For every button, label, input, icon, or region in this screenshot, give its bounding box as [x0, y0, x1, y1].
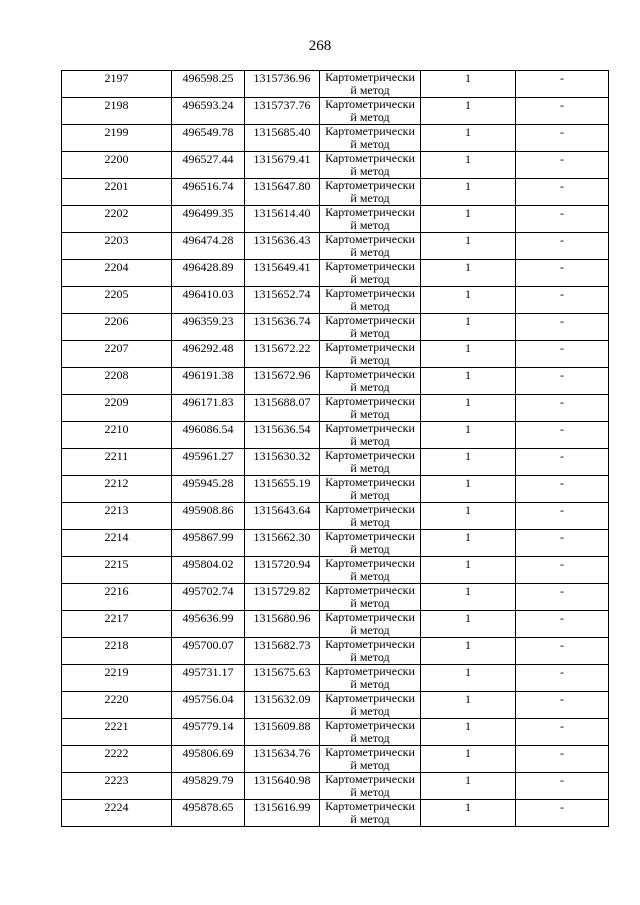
- method-line-1: Картометрически: [325, 205, 415, 219]
- x-coordinate-cell: 496593.24: [172, 98, 245, 125]
- x-coordinate-cell: 496549.78: [172, 125, 245, 152]
- note-cell: -: [516, 98, 609, 125]
- method-cell: [320, 422, 421, 449]
- note-cell: -: [516, 692, 609, 719]
- method-line-2: й метод: [350, 379, 390, 394]
- method-cell: [320, 314, 421, 341]
- x-coordinate-cell: 496527.44: [172, 152, 245, 179]
- table-row: [62, 638, 609, 665]
- x-coordinate-cell: 495804.02: [172, 557, 245, 584]
- y-coordinate-cell: 1315662.30: [245, 530, 320, 557]
- accuracy-cell: 1: [421, 341, 516, 368]
- point-number-cell: 2217: [62, 611, 172, 638]
- point-number-cell: 2198: [62, 98, 172, 125]
- method-line-2: й метод: [350, 244, 390, 259]
- method-line-1: Картометрически: [325, 232, 415, 246]
- method-cell: [320, 611, 421, 638]
- table-row: [62, 287, 609, 314]
- method-line-1: Картометрически: [325, 529, 415, 543]
- point-number-cell: 2211: [62, 449, 172, 476]
- method-cell: [320, 773, 421, 800]
- method-line-1: Картометрически: [325, 745, 415, 759]
- x-coordinate-cell: 496171.83: [172, 395, 245, 422]
- x-coordinate-cell: 496410.03: [172, 287, 245, 314]
- page-number: 268: [308, 38, 332, 54]
- method-line-1: Картометрически: [325, 502, 415, 516]
- accuracy-cell: 1: [421, 125, 516, 152]
- table-row: [62, 314, 609, 341]
- method-line-1: Картометрически: [325, 124, 415, 138]
- method-line-1: Картометрически: [325, 340, 415, 354]
- note-cell: -: [516, 152, 609, 179]
- method-line-1: Картометрически: [325, 394, 415, 408]
- table-row: [62, 206, 609, 233]
- method-line-2: й метод: [350, 136, 390, 151]
- accuracy-cell: 1: [421, 503, 516, 530]
- table-row: [62, 773, 609, 800]
- method-line-1: Картометрически: [325, 637, 415, 651]
- accuracy-cell: 1: [421, 476, 516, 503]
- accuracy-cell: 1: [421, 557, 516, 584]
- y-coordinate-cell: 1315634.76: [245, 746, 320, 773]
- accuracy-cell: 1: [421, 152, 516, 179]
- note-cell: -: [516, 71, 609, 98]
- table-row: [62, 665, 609, 692]
- method-cell: [320, 206, 421, 233]
- note-cell: -: [516, 314, 609, 341]
- method-cell: [320, 260, 421, 287]
- method-line-1: Картометрически: [325, 286, 415, 300]
- method-line-1: Картометрически: [325, 178, 415, 192]
- note-cell: -: [516, 179, 609, 206]
- point-number-cell: 2212: [62, 476, 172, 503]
- x-coordinate-cell: 496516.74: [172, 179, 245, 206]
- x-coordinate-cell: 496598.25: [172, 71, 245, 98]
- note-cell: -: [516, 449, 609, 476]
- x-coordinate-cell: 495731.17: [172, 665, 245, 692]
- method-line-2: й метод: [350, 595, 390, 610]
- table-row: [62, 503, 609, 530]
- method-line-1: Картометрически: [325, 259, 415, 273]
- y-coordinate-cell: 1315649.41: [245, 260, 320, 287]
- y-coordinate-cell: 1315655.19: [245, 476, 320, 503]
- x-coordinate-cell: 495702.74: [172, 584, 245, 611]
- note-cell: -: [516, 503, 609, 530]
- method-cell: [320, 287, 421, 314]
- accuracy-cell: 1: [421, 71, 516, 98]
- method-line-2: й метод: [350, 649, 390, 664]
- x-coordinate-cell: 495945.28: [172, 476, 245, 503]
- y-coordinate-cell: 1315672.22: [245, 341, 320, 368]
- x-coordinate-cell: 496086.54: [172, 422, 245, 449]
- note-cell: -: [516, 287, 609, 314]
- y-coordinate-cell: 1315640.98: [245, 773, 320, 800]
- table-row: [62, 368, 609, 395]
- method-line-2: й метод: [350, 190, 390, 205]
- point-number-cell: 2214: [62, 530, 172, 557]
- point-number-cell: 2200: [62, 152, 172, 179]
- method-cell: [320, 692, 421, 719]
- method-line-1: Картометрически: [325, 799, 415, 813]
- point-number-cell: 2201: [62, 179, 172, 206]
- y-coordinate-cell: 1315682.73: [245, 638, 320, 665]
- accuracy-cell: 1: [421, 611, 516, 638]
- method-line-1: Картометрически: [325, 691, 415, 705]
- point-number-cell: 2206: [62, 314, 172, 341]
- table-row: [62, 422, 609, 449]
- note-cell: -: [516, 611, 609, 638]
- y-coordinate-cell: 1315609.88: [245, 719, 320, 746]
- point-number-cell: 2213: [62, 503, 172, 530]
- table-row: [62, 98, 609, 125]
- method-cell: [320, 98, 421, 125]
- method-cell: [320, 800, 421, 827]
- table-row: [62, 584, 609, 611]
- method-cell: [320, 395, 421, 422]
- table-row: [62, 71, 609, 98]
- x-coordinate-cell: 495779.14: [172, 719, 245, 746]
- x-coordinate-cell: 495700.07: [172, 638, 245, 665]
- method-line-1: Картометрически: [325, 448, 415, 462]
- table-row: [62, 233, 609, 260]
- note-cell: -: [516, 125, 609, 152]
- method-line-2: й метод: [350, 757, 390, 772]
- accuracy-cell: 1: [421, 368, 516, 395]
- note-cell: -: [516, 206, 609, 233]
- method-line-1: Картометрически: [325, 664, 415, 678]
- table-row: [62, 260, 609, 287]
- accuracy-cell: 1: [421, 449, 516, 476]
- method-line-2: й метод: [350, 460, 390, 475]
- accuracy-cell: 1: [421, 773, 516, 800]
- table-row: [62, 746, 609, 773]
- y-coordinate-cell: 1315720.94: [245, 557, 320, 584]
- y-coordinate-cell: 1315647.80: [245, 179, 320, 206]
- note-cell: -: [516, 476, 609, 503]
- method-line-2: й метод: [350, 622, 390, 637]
- x-coordinate-cell: 495636.99: [172, 611, 245, 638]
- x-coordinate-cell: 496359.23: [172, 314, 245, 341]
- method-cell: [320, 125, 421, 152]
- table-row: [62, 800, 609, 827]
- method-line-1: Картометрически: [325, 610, 415, 624]
- point-number-cell: 2215: [62, 557, 172, 584]
- method-cell: [320, 179, 421, 206]
- y-coordinate-cell: 1315643.64: [245, 503, 320, 530]
- method-line-2: й метод: [350, 541, 390, 556]
- method-cell: [320, 746, 421, 773]
- y-coordinate-cell: 1315636.74: [245, 314, 320, 341]
- accuracy-cell: 1: [421, 233, 516, 260]
- note-cell: -: [516, 422, 609, 449]
- x-coordinate-cell: 495867.99: [172, 530, 245, 557]
- point-number-cell: 2216: [62, 584, 172, 611]
- accuracy-cell: 1: [421, 746, 516, 773]
- accuracy-cell: 1: [421, 260, 516, 287]
- y-coordinate-cell: 1315688.07: [245, 395, 320, 422]
- y-coordinate-cell: 1315685.40: [245, 125, 320, 152]
- method-cell: [320, 152, 421, 179]
- x-coordinate-cell: 496428.89: [172, 260, 245, 287]
- y-coordinate-cell: 1315636.54: [245, 422, 320, 449]
- method-cell: [320, 530, 421, 557]
- accuracy-cell: 1: [421, 179, 516, 206]
- note-cell: -: [516, 719, 609, 746]
- note-cell: -: [516, 341, 609, 368]
- method-line-2: й метод: [350, 730, 390, 745]
- accuracy-cell: 1: [421, 287, 516, 314]
- method-line-1: Картометрически: [325, 556, 415, 570]
- x-coordinate-cell: 495961.27: [172, 449, 245, 476]
- point-number-cell: 2205: [62, 287, 172, 314]
- table-row: [62, 152, 609, 179]
- method-cell: [320, 71, 421, 98]
- method-line-2: й метод: [350, 109, 390, 124]
- x-coordinate-cell: 495806.69: [172, 746, 245, 773]
- y-coordinate-cell: 1315614.40: [245, 206, 320, 233]
- y-coordinate-cell: 1315675.63: [245, 665, 320, 692]
- note-cell: -: [516, 665, 609, 692]
- method-line-2: й метод: [350, 217, 390, 232]
- method-line-2: й метод: [350, 676, 390, 691]
- point-number-cell: 2202: [62, 206, 172, 233]
- x-coordinate-cell: 496191.38: [172, 368, 245, 395]
- note-cell: -: [516, 584, 609, 611]
- coordinates-table-body: [62, 71, 609, 827]
- method-line-1: Картометрически: [325, 367, 415, 381]
- y-coordinate-cell: 1315652.74: [245, 287, 320, 314]
- method-cell: [320, 719, 421, 746]
- method-line-1: Картометрически: [325, 151, 415, 165]
- method-line-1: Картометрически: [325, 718, 415, 732]
- note-cell: -: [516, 557, 609, 584]
- point-number-cell: 2207: [62, 341, 172, 368]
- method-line-1: Картометрически: [325, 421, 415, 435]
- note-cell: -: [516, 746, 609, 773]
- method-line-2: й метод: [350, 406, 390, 421]
- x-coordinate-cell: 495908.86: [172, 503, 245, 530]
- method-cell: [320, 341, 421, 368]
- note-cell: -: [516, 773, 609, 800]
- accuracy-cell: 1: [421, 206, 516, 233]
- note-cell: -: [516, 638, 609, 665]
- method-line-2: й метод: [350, 163, 390, 178]
- x-coordinate-cell: 495756.04: [172, 692, 245, 719]
- note-cell: -: [516, 233, 609, 260]
- point-number-cell: 2197: [62, 71, 172, 98]
- accuracy-cell: 1: [421, 800, 516, 827]
- method-line-2: й метод: [350, 325, 390, 340]
- point-number-cell: 2209: [62, 395, 172, 422]
- point-number-cell: 2223: [62, 773, 172, 800]
- y-coordinate-cell: 1315672.96: [245, 368, 320, 395]
- note-cell: -: [516, 395, 609, 422]
- method-line-1: Картометрически: [325, 97, 415, 111]
- table-row: [62, 395, 609, 422]
- method-cell: [320, 584, 421, 611]
- note-cell: -: [516, 368, 609, 395]
- point-number-cell: 2199: [62, 125, 172, 152]
- table-row: [62, 449, 609, 476]
- point-number-cell: 2203: [62, 233, 172, 260]
- method-cell: [320, 638, 421, 665]
- table-row: [62, 611, 609, 638]
- table-row: [62, 476, 609, 503]
- accuracy-cell: 1: [421, 530, 516, 557]
- note-cell: -: [516, 530, 609, 557]
- y-coordinate-cell: 1315737.76: [245, 98, 320, 125]
- table-row: [62, 179, 609, 206]
- method-cell: [320, 368, 421, 395]
- accuracy-cell: 1: [421, 98, 516, 125]
- method-line-2: й метод: [350, 487, 390, 502]
- method-line-2: й метод: [350, 298, 390, 313]
- method-line-2: й метод: [350, 271, 390, 286]
- point-number-cell: 2218: [62, 638, 172, 665]
- point-number-cell: 2208: [62, 368, 172, 395]
- method-line-1: Картометрически: [325, 70, 415, 84]
- method-cell: [320, 233, 421, 260]
- x-coordinate-cell: 496292.48: [172, 341, 245, 368]
- accuracy-cell: 1: [421, 314, 516, 341]
- method-cell: [320, 476, 421, 503]
- method-line-2: й метод: [350, 433, 390, 448]
- accuracy-cell: 1: [421, 638, 516, 665]
- method-line-2: й метод: [350, 784, 390, 799]
- method-line-2: й метод: [350, 568, 390, 583]
- x-coordinate-cell: 495878.65: [172, 800, 245, 827]
- accuracy-cell: 1: [421, 692, 516, 719]
- accuracy-cell: 1: [421, 719, 516, 746]
- accuracy-cell: 1: [421, 395, 516, 422]
- method-line-2: й метод: [350, 352, 390, 367]
- point-number-cell: 2204: [62, 260, 172, 287]
- table-row: [62, 125, 609, 152]
- accuracy-cell: 1: [421, 665, 516, 692]
- x-coordinate-cell: 495829.79: [172, 773, 245, 800]
- method-line-2: й метод: [350, 82, 390, 97]
- y-coordinate-cell: 1315632.09: [245, 692, 320, 719]
- method-cell: [320, 449, 421, 476]
- method-cell: [320, 557, 421, 584]
- method-line-1: Картометрически: [325, 475, 415, 489]
- note-cell: -: [516, 260, 609, 287]
- point-number-cell: 2210: [62, 422, 172, 449]
- point-number-cell: 2219: [62, 665, 172, 692]
- accuracy-cell: 1: [421, 422, 516, 449]
- note-cell: -: [516, 800, 609, 827]
- x-coordinate-cell: 496474.28: [172, 233, 245, 260]
- table-row: [62, 530, 609, 557]
- y-coordinate-cell: 1315616.99: [245, 800, 320, 827]
- table-row: [62, 692, 609, 719]
- y-coordinate-cell: 1315736.96: [245, 71, 320, 98]
- method-cell: [320, 665, 421, 692]
- method-line-1: Картометрически: [325, 313, 415, 327]
- y-coordinate-cell: 1315680.96: [245, 611, 320, 638]
- method-line-2: й метод: [350, 514, 390, 529]
- accuracy-cell: 1: [421, 584, 516, 611]
- y-coordinate-cell: 1315630.32: [245, 449, 320, 476]
- method-line-1: Картометрически: [325, 583, 415, 597]
- method-line-2: й метод: [350, 811, 390, 826]
- method-cell: [320, 503, 421, 530]
- method-line-1: Картометрически: [325, 772, 415, 786]
- y-coordinate-cell: 1315729.82: [245, 584, 320, 611]
- method-line-2: й метод: [350, 703, 390, 718]
- point-number-cell: 2222: [62, 746, 172, 773]
- table-row: [62, 341, 609, 368]
- point-number-cell: 2224: [62, 800, 172, 827]
- x-coordinate-cell: 496499.35: [172, 206, 245, 233]
- point-number-cell: 2220: [62, 692, 172, 719]
- y-coordinate-cell: 1315636.43: [245, 233, 320, 260]
- table-row: [62, 719, 609, 746]
- coordinates-table: [61, 70, 609, 827]
- table-row: [62, 557, 609, 584]
- y-coordinate-cell: 1315679.41: [245, 152, 320, 179]
- point-number-cell: 2221: [62, 719, 172, 746]
